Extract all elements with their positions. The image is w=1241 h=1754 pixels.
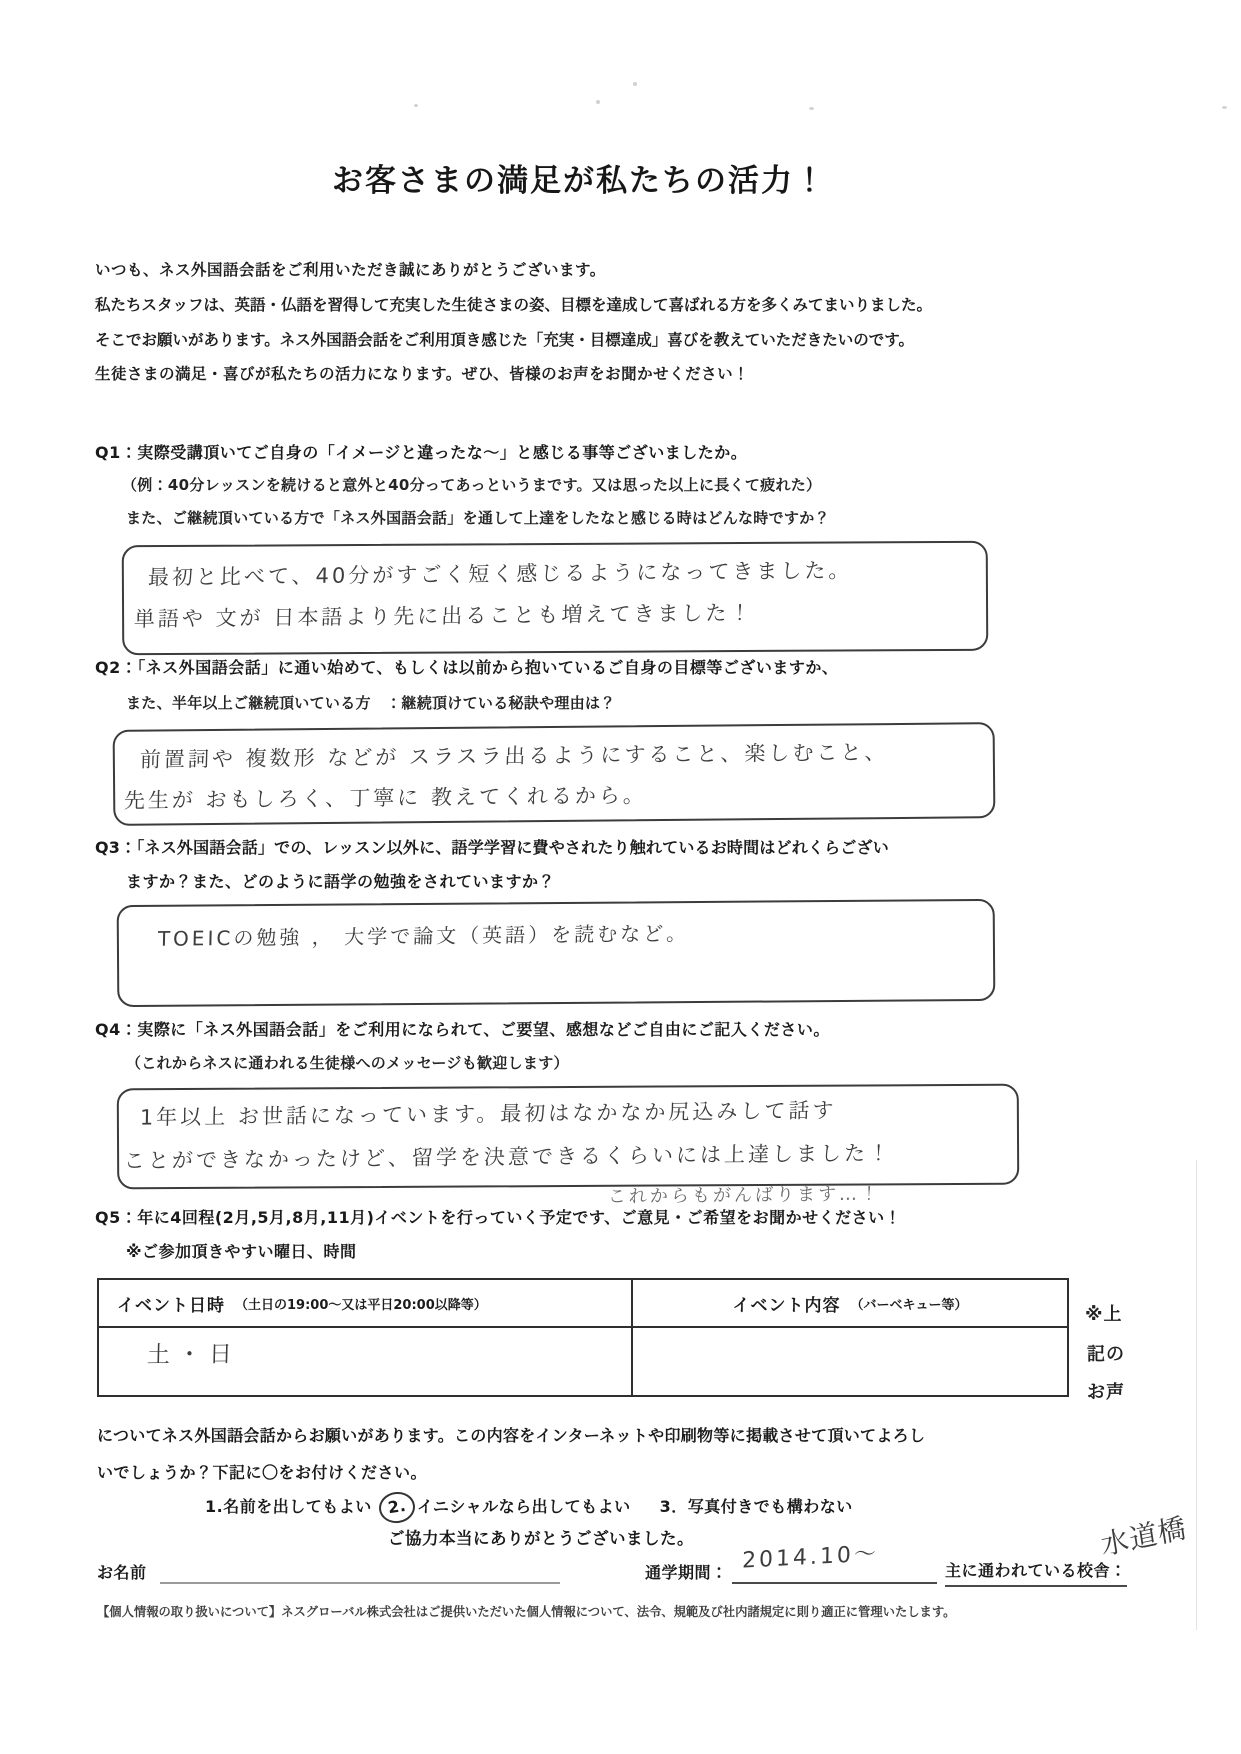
privacy-note: 【個人情報の取り扱いについて】ネスグローバル株式会社はご提供いただいた個人情報について、法令、規範及び社内諸規定に則り適正に管理いたします。: [97, 1605, 956, 1619]
q4-handwritten-answer-line1: 1年以上 お世話になっています。最初はなかなか尻込みして話す: [139, 1098, 837, 1130]
q1-question: Q1：実際受講頂いてご自身の「イメージと違ったな～」と感じる事等ございましたか。: [95, 443, 748, 462]
scan-speck: [1222, 106, 1227, 109]
q1-handwritten-answer-line1: 最初と比べて、40分がすごく短く感じるようになってきました。: [147, 558, 853, 590]
name-input-line: [160, 1560, 560, 1584]
thanks-line: ご協力本当にありがとうございました。: [388, 1529, 694, 1548]
q4-handwritten-answer-line2: ことができなかったけど、留学を決意できるくらいには上達しました！: [123, 1140, 893, 1174]
q3-question-line2: ますか？また、どのように語学の勉強をされていますか？: [126, 872, 556, 891]
period-handwritten-value: 2014.10～: [741, 1541, 880, 1574]
consent-option-2-circled-number: 2.: [377, 1490, 417, 1526]
q1-subquestion: また、ご継続頂いている方で「ネス外国語会話」を通して上達をしたなと感じる時はどんな時ですか？: [126, 509, 830, 527]
q3-question-line1: Q3：「ネス外国語会話」での、レッスン以外に、語学学習に費やされたり触れているお時間はどれくらござい: [95, 838, 889, 857]
name-label: お名前: [97, 1563, 147, 1582]
q3-handwritten-answer: TOEICの勉強 ， 大学で論文（英語）を読むなど。: [157, 921, 690, 951]
q2-question: Q2：「ネス外国語会話」に通い始めて、もしくは以前から抱いているご自身の目標等ございますか、: [95, 658, 839, 677]
event-date-header-note: （土日の19:00～又は平日20:00以降等）: [235, 1297, 487, 1313]
consent-options: [205, 1492, 853, 1523]
event-date-header: イベント日時: [117, 1295, 225, 1316]
consent-option-3: 3．写真付きでも構わない: [659, 1497, 853, 1516]
q5-subquestion: ※ご参加頂きやすい曜日、時間: [126, 1242, 357, 1261]
scan-speck: [414, 104, 418, 107]
scan-speck: [633, 82, 637, 86]
q4-question: Q4：実際に「ネス外国語会話」をご利用になられて、ご要望、感想などご自由にご記入ください。: [95, 1020, 830, 1039]
q2-handwritten-answer-line1: 前置詞や 複数形 などが スラスラ出るようにすること、楽しむこと、: [139, 740, 889, 772]
q5-question: Q5：年に4回程(2月,5月,8月,11月)イベントを行っていく予定です、ご意見・ご希望をお聞かせください！: [95, 1208, 902, 1227]
intro-line-2: 私たちスタッフは、英語・仏語を習得して充実した生徒さまの姿、目標を達成して喜ばれる方を多くみてまいりました。: [95, 296, 933, 314]
intro-line-4: 生徒さまの満足・喜びが私たちの活力になります。ぜひ、皆様のお声をお聞かせください！: [95, 365, 750, 383]
event-table-header-row: [99, 1280, 1067, 1328]
intro-line-3: そこでお願いがあります。ネス外国語会話をご利用頂き感じた「充実・目標達成」喜びを教えていただきたいのです。: [95, 331, 915, 349]
q3-answer-box: [117, 899, 996, 1007]
q2-subquestion: また、半年以上ご継続頂いている方 ：継続頂けている秘訣や理由は？: [126, 694, 616, 712]
scan-speck: [596, 100, 600, 104]
consent-line1: についてネス外国語会話からお願いがあります。この内容をインターネットや印刷物等に掲載させて頂いてよろし: [97, 1426, 926, 1445]
event-table: [97, 1278, 1069, 1397]
event-table-body-row: [99, 1328, 1067, 1395]
side-note-line2: 記の: [1087, 1344, 1125, 1365]
school-label: 主に通われている校舎：: [945, 1558, 1127, 1587]
q1-handwritten-answer-line2: 単語や 文が 日本語より先に出ることも増えてきました！: [133, 600, 754, 632]
scan-artifact-line: [1196, 1160, 1197, 1630]
school-handwritten-value: 水道橋: [1098, 1511, 1189, 1562]
event-date-value-cell: [99, 1328, 633, 1395]
intro-line-1: いつも、ネス外国語会話をご利用いただき誠にありがとうございます。: [95, 261, 606, 279]
page-title: お客さまの満足が私たちの活力！: [332, 163, 827, 199]
event-content-header-cell: [633, 1280, 1067, 1326]
side-note-line3: お声: [1087, 1382, 1125, 1403]
event-date-header-cell: [99, 1280, 633, 1326]
consent-line2: いでしょうか？下記に〇をお付けください。: [97, 1463, 428, 1482]
q4-subquestion: （これからネスに通われる生徒様へのメッセージも歓迎します）: [126, 1054, 569, 1072]
consent-option-1: 1.名前を出してもよい: [205, 1497, 372, 1516]
q2-handwritten-answer-line2: 先生が おもしろく、丁寧に 教えてくれるから。: [123, 783, 648, 813]
scan-speck: [809, 107, 814, 110]
consent-option-2: イニシャルなら出してもよい: [417, 1497, 631, 1516]
event-content-header: イベント内容: [732, 1295, 841, 1316]
period-label: 通学期間：: [645, 1563, 728, 1582]
side-note-line1: ※上: [1085, 1304, 1123, 1325]
event-content-header-note: （バーベキュー等）: [850, 1297, 968, 1313]
event-content-value-cell: [633, 1328, 1067, 1395]
q4-handwritten-overflow: これからもがんばります…！: [607, 1183, 882, 1208]
event-date-handwritten-value: 土・日: [146, 1341, 241, 1369]
q1-example: （例：40分レッスンを続けると意外と40分ってあっというまです。又は思った以上に長くて疲れた）: [122, 476, 822, 494]
